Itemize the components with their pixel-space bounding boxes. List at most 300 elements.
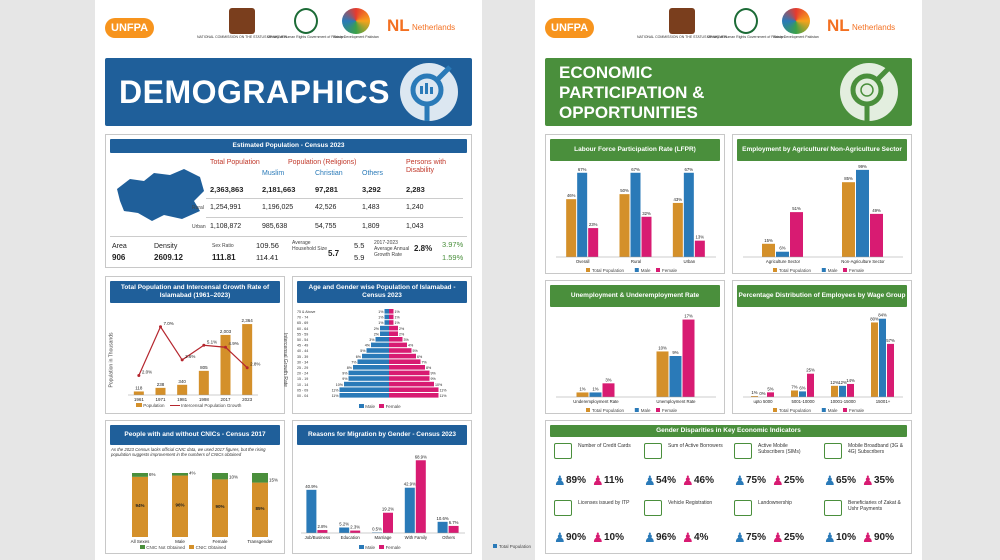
migration-svg-legend-swatch-0 — [493, 544, 497, 548]
male-val-6: 4% — [364, 343, 370, 348]
pwd-label: Persons with Disability — [406, 159, 447, 175]
agri-svg-legend-1: Male — [827, 268, 838, 273]
agri-svg-val-1-2: 49% — [872, 207, 881, 213]
age-label-3: 60 - 64 — [297, 326, 309, 331]
wage-svg-val-1-0: 7% — [791, 384, 798, 390]
islamabad-map — [112, 167, 207, 222]
age-label-0: 75 & Above — [297, 310, 316, 314]
urban-label: Urban — [192, 224, 206, 230]
growth-point-1981 — [181, 358, 184, 361]
area-value: 906 — [112, 253, 126, 262]
wage-svg-bar-2-0 — [831, 386, 838, 397]
wage-svg-legend-1: Male — [827, 408, 838, 413]
cnic-chart — [106, 421, 286, 555]
indicator-label: Number of Credit Cards — [578, 443, 631, 449]
unemp-svg-val-1-1: 9% — [672, 350, 679, 355]
male-val-14: 11% — [331, 388, 339, 393]
wage-svg-cat-2: 10001-15000 — [830, 399, 856, 404]
female-pct: 25% — [784, 475, 805, 486]
male-pct: 89% — [566, 475, 587, 486]
unemp-panel — [545, 280, 725, 414]
lfpr-svg-bar-2-1 — [684, 173, 694, 257]
pop-bar-1961 — [134, 391, 144, 395]
lfpr-svg-val-0-1: 67% — [577, 166, 587, 172]
indicator-label: Sum of Active Borrowers — [668, 443, 723, 449]
logo-strip — [105, 8, 472, 48]
cnic-panel-header: People with and without CNICs - Census 2017 — [110, 425, 280, 445]
wage-svg-val-3-2: 57% — [886, 337, 895, 343]
growth-point-1961 — [137, 374, 140, 377]
indicator-3 — [822, 439, 904, 497]
ministry-logo: Ministry of Human Rights Government of Pakistan — [267, 8, 345, 39]
male-val-9: 7% — [351, 360, 357, 365]
female-val-5: 3% — [403, 338, 409, 342]
cnic-not-obtained-bar-3 — [252, 473, 268, 483]
migration-svg-val-1-1: 2.3% — [350, 524, 361, 530]
male-bar-10 — [353, 365, 389, 370]
growth-y2label: Intercensal Growth Rate — [281, 333, 288, 387]
female-val-4: 2% — [399, 332, 405, 337]
male-pct: 96% — [656, 532, 677, 543]
lfpr-svg-bar-1-2 — [642, 217, 652, 257]
male-figure-icon: ♟ — [644, 530, 656, 545]
female-bar-12 — [389, 376, 430, 381]
cnic-obtained-label-0: 94% — [135, 502, 145, 508]
wage-svg-bar-3-2 — [887, 344, 894, 397]
household-value: 5.7 — [328, 249, 340, 258]
pop-bar-1998 — [199, 371, 209, 395]
indicator-label: Landownership — [758, 500, 792, 506]
migration-svg-val-3-1: 68.9% — [414, 454, 427, 460]
agri-svg-bar-1-0 — [842, 182, 855, 257]
cnic-note: As the 2023 Census lacks official CNIC data, we used 2017 figures, but the rising population suggests improvement in the numbers of CNICs obtained — [111, 447, 266, 458]
age-label-14: 05 - 09 — [297, 388, 309, 393]
female-figure-icon: ♟ — [592, 530, 604, 545]
agri-svg-legend-swatch-1 — [822, 268, 826, 272]
cnic-cat-3: Transgender — [247, 539, 273, 544]
female-pct: 4% — [694, 532, 709, 543]
female-pct: 25% — [784, 532, 805, 543]
rural-others: 1,483 — [362, 204, 380, 211]
age-label-11: 20 - 24 — [297, 371, 309, 376]
col-muslim: Muslim — [262, 170, 285, 177]
male-bar-8 — [362, 354, 389, 359]
unemp-svg-bar-0-1 — [590, 392, 602, 397]
growth-label-1998: 5.1% — [206, 339, 218, 345]
wage-svg-bar-1-2 — [807, 374, 814, 397]
migration-svg-cat-1: Education — [340, 535, 360, 540]
urban-christian: 54,755 — [315, 223, 337, 230]
lfpr-svg-val-2-1: 67% — [684, 166, 694, 172]
col-christian: Christian — [315, 170, 343, 177]
female-bar-9 — [389, 359, 421, 364]
indicator-icon-3 — [824, 443, 842, 459]
female-bar-8 — [389, 354, 416, 359]
wage-svg-legend-swatch-1 — [822, 408, 826, 412]
wage-svg-cat-1: 5001-10000 — [791, 399, 815, 404]
indicator-icon-7 — [824, 500, 842, 516]
pop-label-2017: 2,003 — [219, 328, 232, 334]
age-label-9: 30 - 34 — [297, 360, 309, 365]
migration-svg-val-4-0: 10.6% — [436, 515, 449, 521]
indicator-icon-1 — [644, 443, 662, 459]
lfpr-svg-legend-swatch-2 — [656, 268, 660, 272]
unemp-svg-legend-0: Total Population — [592, 408, 625, 413]
indicator-label: Licenses issued by ITP — [578, 500, 630, 506]
agri-svg-legend-swatch-0 — [773, 268, 777, 272]
cnic-not-label-2: 10% — [229, 474, 239, 480]
male-pct: 10% — [836, 532, 857, 543]
female-pct: 46% — [694, 475, 715, 486]
migration-panel — [292, 420, 532, 554]
migration-svg-bar-1-1 — [350, 531, 360, 533]
migration-svg-cat-3: With Family — [404, 535, 428, 540]
unemp-svg-val-0-1: 1% — [592, 386, 599, 392]
gender-symbol-icon — [400, 63, 458, 121]
pop-label-1971: 238 — [156, 381, 165, 387]
growth-point-1971 — [159, 325, 162, 328]
indicator-label: Active Mobile Subscribers (SIMs) — [758, 443, 801, 456]
lfpr-svg-cat-2: Urban — [683, 259, 696, 264]
pop-bar-1971 — [156, 388, 166, 395]
page-title-band — [105, 58, 472, 126]
growth-label-1981: 3.6% — [185, 353, 196, 359]
agri-header: Employment by Agriculture/ Non-Agriculture Sector — [737, 139, 907, 161]
male-val-3: 2% — [373, 326, 379, 331]
male-figure-icon: ♟ — [644, 473, 656, 488]
female-figure-icon: ♟ — [682, 473, 694, 488]
lfpr-svg-cat-0: Overall — [575, 259, 590, 264]
migration-svg-bar-4-1 — [449, 526, 459, 533]
col-others: Others — [362, 170, 384, 177]
group-development-logo: Group Development Pakistan — [333, 8, 379, 39]
wage-svg-val-0-2: 5% — [767, 386, 774, 392]
lfpr-svg-legend-1: Male — [640, 268, 651, 273]
indicator-6 — [732, 496, 814, 554]
age-label-10: 25 - 29 — [297, 366, 309, 370]
wage-svg-bar-2-2 — [847, 384, 854, 397]
female-val-13: 10% — [435, 382, 443, 387]
growth-rate-rural: 3.97% — [442, 240, 464, 249]
pop-label-1961: 118 — [135, 385, 143, 391]
migration-svg-bar-3-0 — [405, 488, 415, 533]
unemp-svg-bar-0-0 — [577, 392, 589, 397]
household-urban: 5.9 — [354, 253, 365, 262]
male-figure-icon: ♟ — [554, 530, 566, 545]
male-val-0: 1% — [378, 310, 384, 314]
year-tick-2023: 2023 — [242, 397, 253, 402]
female-bar-4 — [389, 331, 398, 336]
agri-svg-val-1-0: 85% — [844, 176, 853, 182]
female-bar-11 — [389, 371, 430, 376]
wage-svg-val-1-2: 25% — [806, 367, 815, 373]
growth-panel-header: Total Population and Intercensal Growth Rate of Islamabad (1961–2023) — [110, 281, 280, 303]
growth-ylabel: Population in Thousands — [108, 332, 115, 388]
unemp-svg-val-0-0: 1% — [579, 386, 586, 392]
migration-svg-bar-2-1 — [383, 513, 393, 533]
cnic-not-obtained-bar-1 — [172, 473, 188, 476]
urban-total: 1,108,872 — [210, 223, 242, 230]
total-muslim: 2,181,663 — [262, 185, 296, 194]
wage-header: Percentage Distribution of Employees by Wage Group — [737, 285, 907, 307]
female-val-10: 8% — [426, 366, 432, 370]
migration-svg-val-3-0: 42.9% — [403, 481, 416, 487]
male-bar-5 — [376, 337, 390, 342]
growth-line — [139, 327, 247, 376]
cnic-panel — [105, 420, 285, 554]
male-figure-icon: ♟ — [824, 473, 836, 488]
lfpr-chart — [546, 135, 726, 275]
wage-svg-legend-0: Total Population — [779, 408, 812, 413]
lfpr-svg-bar-0-2 — [588, 228, 598, 257]
pyramid-chart — [293, 277, 473, 415]
agri-svg-val-0-2: 51% — [792, 206, 801, 212]
cnic-obtained-label-3: 85% — [255, 505, 265, 511]
total-pop: 2,363,863 — [210, 185, 244, 194]
total-others: 3,292 — [362, 185, 381, 194]
agri-svg-bar-0-0 — [762, 244, 775, 257]
area-label: Area — [112, 243, 127, 250]
unfpa-logo: UNFPA — [105, 18, 154, 38]
lfpr-svg-bar-1-1 — [631, 173, 641, 257]
female-val-3: 2% — [399, 326, 405, 331]
male-bar-6 — [371, 343, 389, 348]
lfpr-svg-val-1-1: 67% — [631, 166, 640, 172]
male-bar-9 — [358, 359, 390, 364]
agri-svg-cat-1: Non-Agriculture Sector — [841, 259, 885, 264]
cnic-obtained-label-2: 90% — [215, 504, 225, 510]
wage-svg-bar-3-1 — [879, 319, 886, 397]
female-figure-icon: ♟ — [682, 530, 694, 545]
migration-svg-bar-4-0 — [438, 522, 448, 533]
indicator-5 — [642, 496, 724, 554]
wage-svg-legend-swatch-2 — [843, 408, 847, 412]
male-val-5: 3% — [369, 338, 375, 342]
pop-bar-1981 — [177, 385, 187, 395]
wage-svg-legend-2: Female — [849, 408, 865, 413]
wage-svg-val-1-1: 6% — [799, 385, 806, 391]
agri-svg-bar-0-1 — [776, 252, 789, 257]
migration-svg-val-4-1: 6.7% — [448, 519, 459, 525]
group-development-logo-right: Group Development Pakistan — [773, 8, 819, 39]
ncsw-logo-right: NATIONAL COMMISSION ON THE STATUS OF WOMEN — [637, 8, 727, 39]
male-bar-11 — [349, 371, 390, 376]
rural-muslim: 1,196,025 — [262, 204, 294, 211]
lfpr-svg-legend-2: Female — [662, 268, 678, 273]
cnic-not-label-3: 15% — [269, 477, 279, 483]
urban-others: 1,809 — [362, 223, 380, 230]
household-label: Average Household Size — [292, 240, 328, 252]
migration-svg-bar-3-1 — [416, 460, 426, 533]
page-title: DEMOGRAPHICS — [119, 74, 390, 110]
agri-svg-val-0-1: 6% — [779, 245, 786, 251]
migration-svg-val-2-0: 0.5% — [372, 526, 382, 532]
unemp-svg-cat-1: Unemployment Rate — [656, 399, 696, 404]
age-label-7: 40 - 44 — [297, 349, 309, 354]
cnic-cat-2: Female — [212, 539, 228, 544]
year-tick-1981: 1981 — [177, 397, 188, 402]
male-bar-13 — [344, 382, 389, 387]
netherlands-logo-right: NL Netherlands — [827, 16, 896, 35]
agri-chart — [733, 135, 913, 275]
female-val-8: 6% — [417, 354, 423, 359]
page-title-band-right — [545, 58, 912, 126]
population-panel — [105, 134, 472, 268]
male-val-15: 11% — [331, 394, 339, 398]
pyramid-panel-header: Age and Gender wise Population of Islamabad - Census 2023 — [297, 281, 467, 303]
religion-label: Population (Religions) — [288, 159, 357, 166]
male-val-4: 2% — [373, 332, 379, 337]
household-rural: 5.5 — [354, 241, 365, 250]
female-bar-15 — [389, 393, 439, 398]
lfpr-svg-bar-0-0 — [566, 199, 576, 257]
demographics-page — [95, 0, 532, 560]
rural-label: Rural — [192, 205, 204, 211]
female-bar-14 — [389, 387, 439, 392]
growth-rate-urban: 1.59% — [442, 253, 464, 262]
indicator-icon-4 — [554, 500, 572, 516]
unemp-svg-val-0-2: 3% — [605, 377, 612, 383]
female-val-6: 4% — [408, 343, 414, 348]
pyramid-legend: Male Female — [359, 404, 401, 409]
agri-svg-bar-1-1 — [856, 170, 869, 257]
male-val-7: 5% — [360, 349, 366, 354]
unemp-svg-legend-1: Male — [640, 408, 651, 413]
male-val-8: 6% — [355, 354, 361, 359]
age-label-5: 50 - 54 — [297, 338, 309, 342]
lfpr-svg-val-2-2: 13% — [695, 234, 705, 240]
lfpr-svg-legend-swatch-1 — [635, 268, 639, 272]
wage-svg-bar-0-2 — [767, 392, 774, 397]
wage-chart — [733, 281, 913, 415]
male-figure-icon: ♟ — [734, 530, 746, 545]
unemp-header: Unemployment & Underemployment Rate — [550, 285, 720, 307]
lfpr-svg-bar-1-0 — [620, 194, 630, 257]
indicator-icon-6 — [734, 500, 752, 516]
lfpr-svg-legend-0: Total Population — [592, 268, 625, 273]
agri-svg-cat-0: Agriculture Sector — [765, 259, 801, 264]
year-tick-2017: 2017 — [220, 397, 231, 402]
female-val-1: 1% — [394, 315, 400, 320]
wage-svg-bar-1-0 — [791, 390, 798, 397]
wage-svg-val-0-1: 0% — [759, 391, 766, 396]
migration-svg-legend-0: Total Population — [499, 544, 532, 549]
lfpr-svg-bar-2-0 — [673, 203, 683, 257]
gender-disparities-header: Gender Disparities in Key Economic Indicators — [550, 425, 907, 437]
migration-svg-val-1-0: 5.2% — [339, 521, 350, 527]
lfpr-svg-bar-2-2 — [695, 241, 705, 257]
cnic-not-obtained-bar-2 — [212, 473, 228, 479]
pop-bar-2023 — [242, 324, 252, 395]
cnic-obtained-label-1: 96% — [175, 502, 185, 508]
male-bar-12 — [349, 376, 390, 381]
female-figure-icon: ♟ — [772, 530, 784, 545]
indicator-2 — [732, 439, 814, 497]
page-title-right: ECONOMIC PARTICIPATION & OPPORTUNITIES — [559, 63, 705, 123]
male-val-1: 1% — [378, 315, 384, 320]
lfpr-svg-val-1-2: 32% — [642, 210, 651, 216]
density-label: Density — [154, 243, 178, 250]
unfpa-logo-right: UNFPA — [545, 18, 594, 38]
rural-christian: 42,526 — [315, 204, 337, 211]
population-panel-header: Estimated Population - Census 2023 — [110, 139, 467, 153]
male-val-11: 9% — [342, 371, 348, 376]
pop-label-1981: 340 — [178, 378, 186, 384]
wage-svg-bar-3-0 — [871, 322, 878, 397]
sex-ratio-label: Sex Ratio — [212, 243, 234, 249]
wage-svg-val-3-0: 80% — [870, 316, 879, 322]
female-pct: 11% — [604, 475, 624, 486]
indicator-4 — [552, 496, 634, 554]
year-tick-1961: 1961 — [133, 397, 144, 402]
wage-svg-val-2-1: 12% — [838, 379, 847, 385]
unemp-svg-val-1-2: 17% — [684, 313, 693, 319]
male-pct: 90% — [566, 532, 587, 543]
female-bar-7 — [389, 348, 412, 353]
female-val-12: 9% — [430, 377, 436, 382]
indicator-icon-5 — [644, 500, 662, 516]
wage-svg-cat-3: 15001+ — [875, 399, 891, 404]
agri-svg-bar-1-2 — [870, 214, 883, 257]
indicator-icon-0 — [554, 443, 572, 459]
indicator-icon-2 — [734, 443, 752, 459]
year-tick-1971: 1971 — [155, 397, 166, 402]
wage-svg-val-2-0: 12% — [830, 379, 839, 385]
indicator-1 — [642, 439, 724, 497]
male-bar-14 — [340, 387, 390, 392]
migration-panel-header: Reasons for Migration by Gender - Census 2023 — [297, 425, 467, 445]
unemp-svg-bar-1-2 — [683, 320, 695, 397]
migration-svg-bar-0-1 — [317, 530, 327, 533]
total-pop-label: Total Population — [210, 159, 260, 166]
male-val-12: 9% — [342, 377, 348, 382]
cnic-legend: CNIC Not Obtained CNIC Obtained — [140, 545, 226, 550]
unemp-svg-val-1-0: 10% — [658, 345, 667, 351]
pop-label-2023: 2,364 — [241, 318, 253, 324]
economic-page — [535, 0, 922, 560]
male-bar-3 — [380, 326, 389, 331]
female-bar-10 — [389, 365, 425, 370]
female-bar-3 — [389, 326, 398, 331]
lfpr-svg-val-0-2: 23% — [588, 222, 598, 228]
male-bar-7 — [367, 348, 390, 353]
ncsw-logo: NATIONAL COMMISSION ON THE STATUS OF WOMEN — [197, 8, 287, 39]
growth-label-1971: 7.0% — [163, 320, 174, 326]
wage-svg-val-2-2: 14% — [846, 377, 855, 383]
pyramid-panel — [292, 276, 472, 414]
age-label-12: 15 - 19 — [297, 377, 309, 382]
unemp-chart — [546, 281, 726, 415]
male-bar-4 — [380, 331, 389, 336]
growth-label-2017: 4.9% — [228, 341, 239, 347]
age-label-1: 70 - 74 — [297, 315, 309, 320]
male-val-13: 10% — [335, 382, 343, 387]
cnic-cat-1: Male — [175, 539, 185, 544]
male-val-2: 1% — [378, 321, 384, 326]
age-label-4: 55 - 59 — [297, 332, 309, 337]
age-label-15: 00 - 04 — [297, 394, 309, 398]
growth-label-2023: 2.8% — [250, 361, 261, 367]
female-pct: 10% — [604, 532, 625, 543]
unemp-svg-legend-swatch-2 — [656, 408, 660, 412]
cnic-not-obtained-bar-0 — [132, 473, 148, 477]
agri-svg-legend-2: Female — [849, 268, 865, 273]
male-bar-15 — [340, 393, 390, 398]
pop-label-1998: 805 — [200, 364, 208, 370]
female-bar-0 — [389, 309, 394, 314]
female-bar-2 — [389, 320, 394, 325]
age-label-13: 10 - 14 — [297, 382, 309, 387]
